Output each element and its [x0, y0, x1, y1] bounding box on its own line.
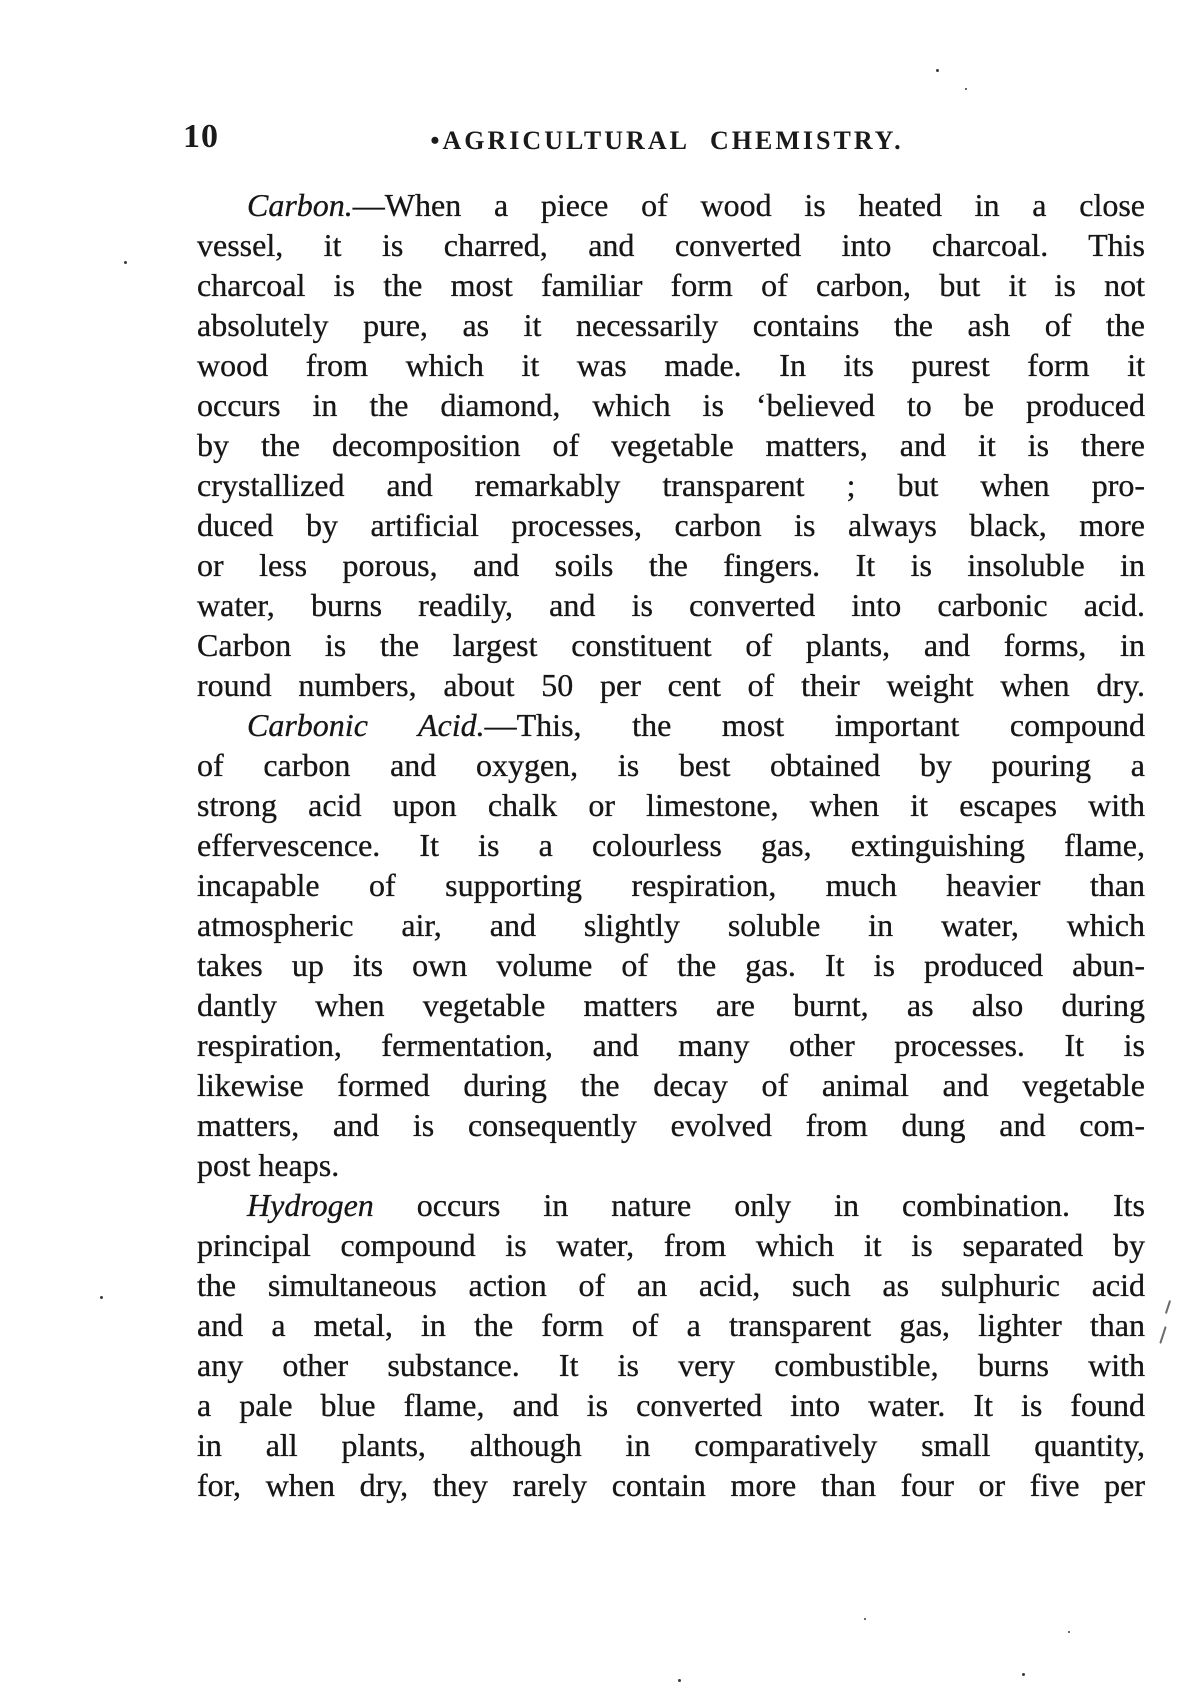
text-line: principal compound is water, from which it is separated by: [197, 1227, 1145, 1263]
scan-slash-mark: [1159, 1326, 1166, 1344]
scan-speck: [678, 1679, 681, 1682]
text-line: respiration, fermentation, and many other processes. It is: [197, 1027, 1145, 1063]
text-line: crystallized and remarkably transparent ; but when pro-: [197, 467, 1145, 503]
text-line: [197, 705, 1145, 745]
scan-speck: [864, 1618, 866, 1620]
running-header: •AGRICULTURAL CHEMISTRY.: [430, 126, 904, 155]
paragraph-lead: Carbonic Acid.: [247, 707, 485, 743]
text-line: post heaps.: [197, 1147, 340, 1183]
text-line: by the decomposition of vegetable matters, and it is there: [197, 427, 1145, 463]
line-text: occurs in nature only in combination. Its: [373, 1187, 1145, 1223]
text-line: occurs in the diamond, which is ‘believed to be produced: [197, 387, 1145, 423]
body-text: [197, 185, 1145, 1505]
text-line: takes up its own volume of the gas. It is produced abun-: [197, 947, 1145, 983]
text-line: matters, and is consequently evolved from dung and com-: [197, 1107, 1145, 1143]
text-line: in all plants, although in comparatively small quantity,: [197, 1427, 1145, 1463]
text-line: vessel, it is charred, and converted into charcoal. This: [197, 227, 1145, 263]
text-line: of carbon and oxygen, is best obtained by pouring a: [197, 747, 1145, 783]
text-line: charcoal is the most familiar form of carbon, but it is not: [197, 267, 1145, 303]
paragraph-lead: Hydrogen: [247, 1187, 374, 1223]
text-line: a pale blue flame, and is converted into water. It is found: [197, 1387, 1145, 1423]
scan-speck: [1068, 1631, 1070, 1633]
text-line: effervescence. It is a colourless gas, extinguishing flame,: [197, 827, 1145, 863]
scan-speck: [100, 1296, 103, 1299]
page-number: 10: [183, 118, 219, 155]
text-line: [197, 1185, 1145, 1225]
text-line: the simultaneous action of an acid, such as sulphuric acid: [197, 1267, 1145, 1303]
text-line: duced by artificial processes, carbon is always black, more: [197, 507, 1145, 543]
text-line: or less porous, and soils the fingers. It is insoluble in: [197, 547, 1145, 583]
text-line: round numbers, about 50 per cent of their weight when dry.: [197, 667, 1145, 703]
scan-speck: [965, 88, 967, 90]
text-line: any other substance. It is very combustible, burns with: [197, 1347, 1145, 1383]
paragraph-lead: Carbon.: [247, 187, 353, 223]
text-line: dantly when vegetable matters are burnt, as also during: [197, 987, 1145, 1023]
scan-speck: [124, 261, 127, 264]
text-line: for, when dry, they rarely contain more than four or five per: [197, 1467, 1145, 1503]
text-line: wood from which it was made. In its purest form it: [197, 347, 1145, 383]
text-line: water, burns readily, and is converted into carbonic acid.: [197, 587, 1145, 623]
scan-slash-mark: [1165, 1300, 1171, 1314]
text-line: absolutely pure, as it necessarily contains the ash of the: [197, 307, 1145, 343]
text-line: and a metal, in the form of a transparent gas, lighter than: [197, 1307, 1145, 1343]
text-line: incapable of supporting respiration, much heavier than: [197, 867, 1145, 903]
text-line: atmospheric air, and slightly soluble in water, which: [197, 907, 1145, 943]
scan-speck: [936, 69, 939, 72]
text-line: strong acid upon chalk or limestone, when it escapes with: [197, 787, 1145, 823]
text-line: Carbon is the largest constituent of plants, and forms, in: [197, 627, 1145, 663]
line-text: —This, the most important compound: [484, 707, 1146, 743]
text-line: [197, 185, 1145, 225]
scan-speck: [1022, 1673, 1025, 1676]
line-text: —When a piece of wood is heated in a close: [352, 187, 1145, 223]
text-line: likewise formed during the decay of animal and vegetable: [197, 1067, 1145, 1103]
